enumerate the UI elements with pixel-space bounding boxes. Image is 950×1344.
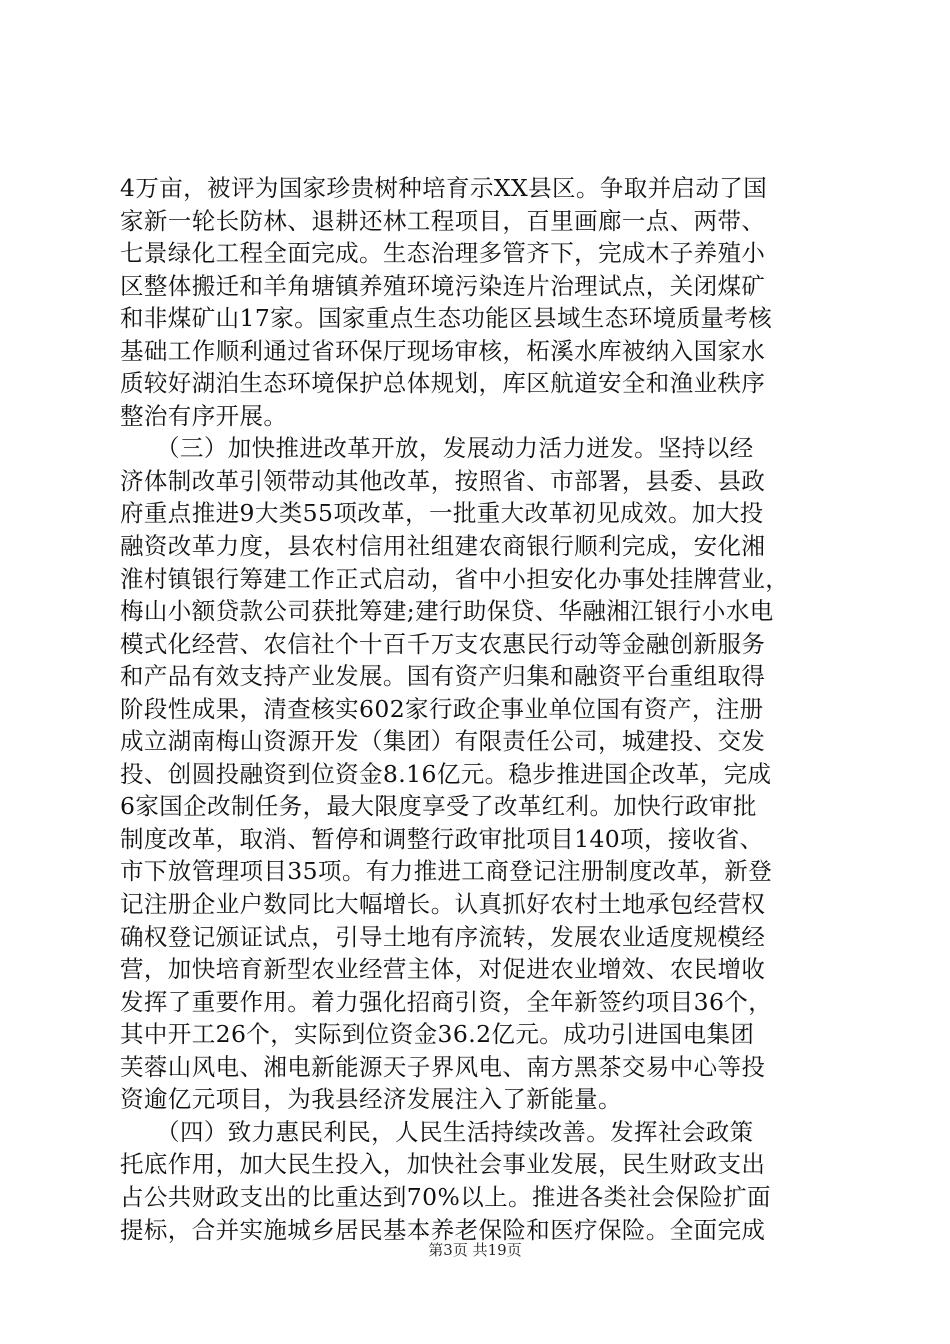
text-line: 区整体搬迁和羊角塘镇养殖环境污染连片治理试点，关闭煤矿 [120,271,766,300]
text-line: 基础工作顺利通过省环保厅现场审核，柘溪水库被纳入国家水 [120,336,766,365]
text-line: 资逾亿元项目，为我县经济发展注入了新能量。 [120,1085,622,1114]
text-line: 记注册企业户数同比大幅增长。认真抓好农村土地承包经营权 [120,890,766,919]
text-line: 家新一轮长防林、退耕还林工程项目，百里画廊一点、两带、 [120,206,766,235]
text-line: 融资改革力度，县农村信用社组建农商银行顺利完成，安化湘 [120,532,766,561]
text-line: 阶段性成果，清查核实602家行政企事业单位国有资产，注册 [120,694,764,723]
text-line: 托底作用，加大民生投入，加快社会事业发展，民生财政支出 [120,1150,766,1179]
text-line: 整治有序开展。 [120,401,288,430]
text-line: （三）加快推进改革开放，发展动力活力迸发。坚持以经 [120,434,754,463]
text-line: 济体制改革引领带动其他改革，按照省、市部署，县委、县政 [120,466,766,495]
text-line: 芙蓉山风电、湘电新能源天子界风电、南方黑茶交易中心等投 [120,1052,766,1081]
text-line: 和非煤矿山17家。国家重点生态功能区县域生态环境质量考核 [120,304,773,333]
text-line: 质较好湖泊生态环境保护总体规划，库区航道安全和渔业秩序 [120,369,766,398]
text-line: 4万亩，被评为国家珍贵树种培育示XX县区。争取并启动了国 [120,174,768,202]
text-line: 发挥了重要作用。着力强化招商引资，全年新签约项目36个， [120,987,773,1016]
text-line: 营，加快培育新型农业经营主体，对促进农业增效、农民增收 [120,955,766,984]
text-line: 成立湖南梅山资源开发（集团）有限责任公司，城建投、交发 [120,727,766,756]
text-line: 七景绿化工程全面完成。生态治理多管齐下，完成木子养殖小 [120,239,766,268]
text-line: 模式化经营、农信社个十百千万支农惠民行动等金融创新服务 [120,629,766,658]
text-line: 制度改革，取消、暂停和调整行政审批项目140项，接收省、 [120,824,764,853]
text-line: 占公共财政支出的比重达到70%以上。推进各类社会保险扩面 [120,1182,771,1211]
text-line: 投、创圆投融资到位资金8.16亿元。稳步推进国企改革，完成 [120,759,772,788]
text-line: 市下放管理项目35项。有力推进工商登记注册制度改革，新登 [120,857,773,886]
page-footer: 第3页 共19页 [428,1241,522,1259]
text-line: 淮村镇银行筹建工作正式启动，省中小担安化办事处挂牌营业， [120,564,790,593]
text-line: 府重点推进9大类55项改革，一批重大改革初见成效。加大投 [120,499,764,528]
text-line: 其中开工26个，实际到位资金36.2亿元。成功引进国电集团 [120,1020,755,1049]
text-line: （四）致力惠民利民，人民生活持续改善。发挥社会政策 [120,1117,754,1146]
text-line: 确权登记颁证试点，引导土地有序流转，发展农业适度规模经 [120,922,766,951]
text-line: 6家国企改制任务，最大限度享受了改革红利。加快行政审批 [120,792,757,821]
body-text [120,172,834,1246]
text-line: 提标，合并实施城乡居民基本养老保险和医疗保险。全面完成 [120,1215,766,1244]
text-line: 梅山小额贷款公司获批筹建;建行助保贷、华融湘江银行小水电 [120,597,774,626]
text-line: 和产品有效支持产业发展。国有资产归集和融资平台重组取得 [120,662,766,691]
